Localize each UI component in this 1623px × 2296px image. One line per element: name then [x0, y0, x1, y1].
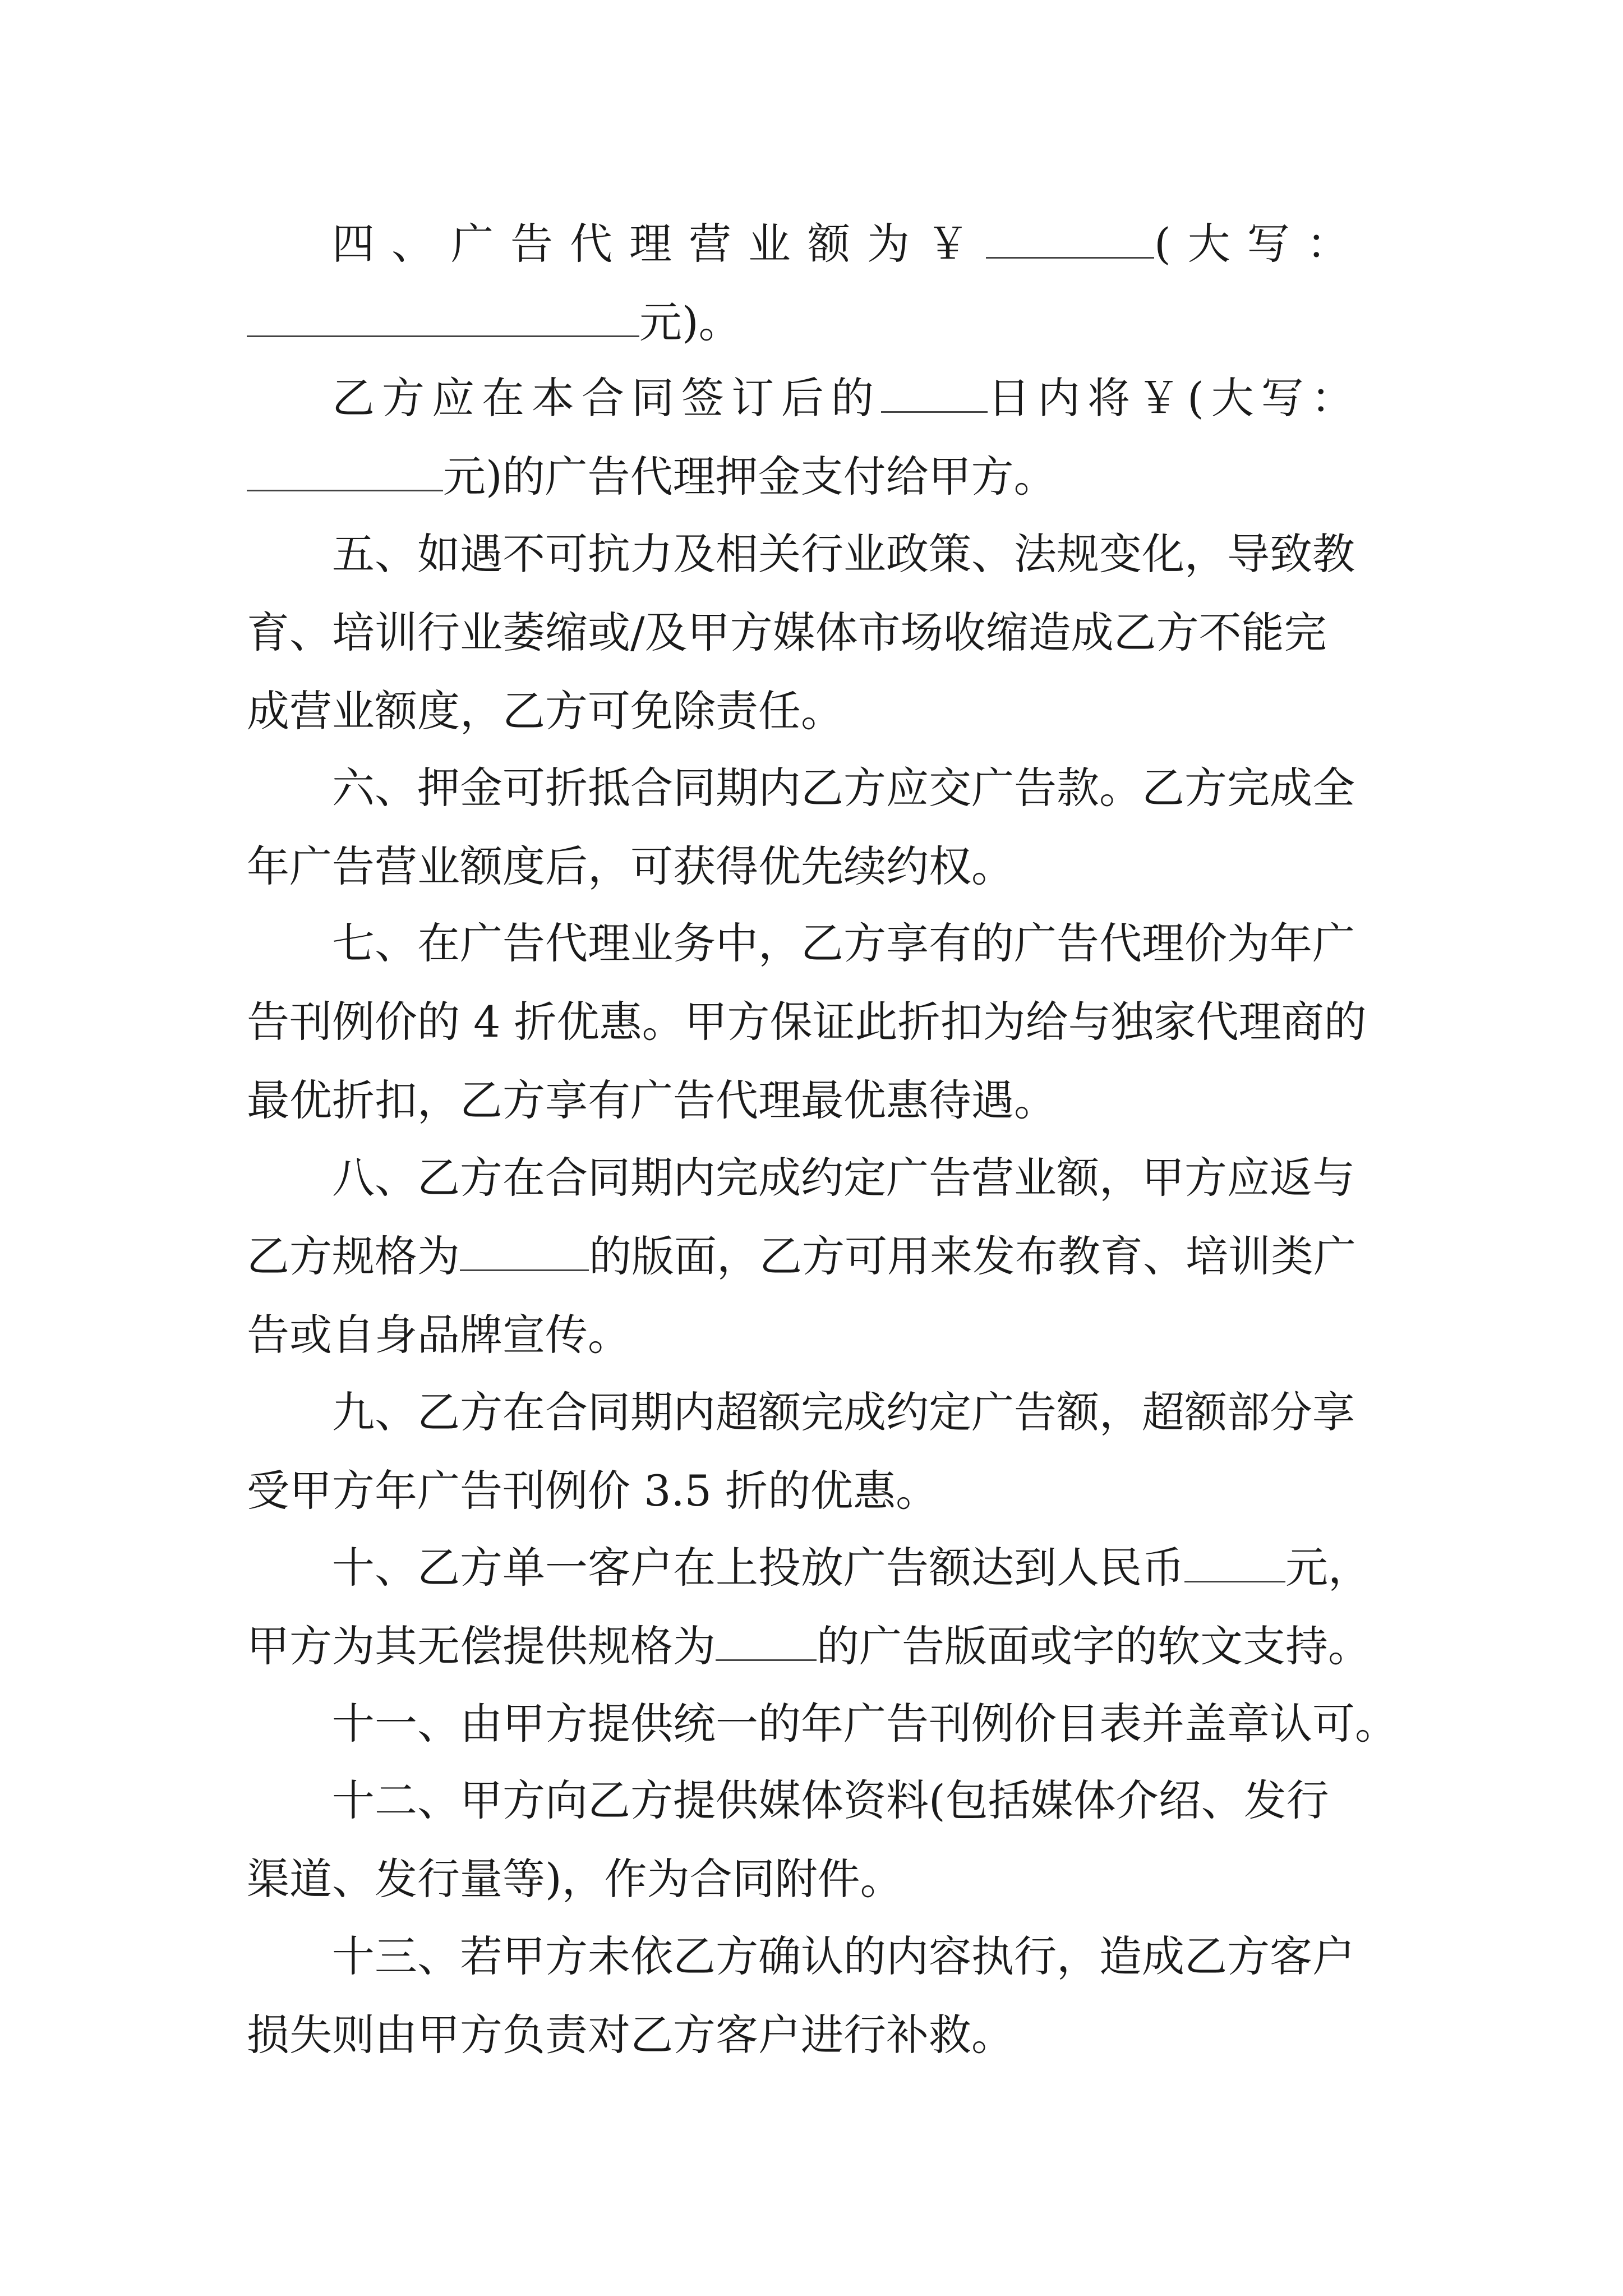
amount-blank	[986, 223, 1154, 259]
clause-10-rest: 的广告版面或字的软文支持。	[817, 1621, 1371, 1671]
clause-9-line-2: 受甲方年广告刊例价 3.5 折的优惠。	[247, 1466, 939, 1516]
clause-10-spec-text: 甲方为其无偿提供规格为	[247, 1621, 716, 1671]
clause-10-unit: 元，	[1285, 1543, 1371, 1593]
clause-4-text: 四、广告代理营业额为￥	[332, 219, 986, 269]
clause-10-text: 十、乙方单一客户在上投放广告额达到人民币	[332, 1543, 1184, 1593]
clause-7-line-2: 告刊例价的 4 折优惠。甲方保证此折扣为给与独家代理商的	[247, 997, 1367, 1047]
clause-12-line-2: 渠道、发行量等)，作为合同附件。	[247, 1854, 903, 1904]
deposit-capital-blank	[247, 456, 443, 491]
clause-4-capital-label: (大写：	[1154, 219, 1366, 269]
rmb-amount-blank	[1184, 1547, 1285, 1582]
clause-8-spec-text: 乙方规格为	[247, 1231, 460, 1281]
clause-5-line-2: 育、培训行业萎缩或/及甲方媒体市场收缩造成乙方不能完	[247, 608, 1327, 657]
clause-6-line-1: 六、押金可折抵合同期内乙方应交广告款。乙方完成全	[332, 763, 1355, 813]
clause-7-line-1: 七、在广告代理业务中，乙方享有的广告代理价为年广	[332, 918, 1355, 968]
clause-8-line-2	[247, 1217, 1385, 1296]
clause-10-line-1	[247, 1529, 1470, 1607]
deposit-line-1	[247, 359, 1470, 438]
clause-13-line-2: 损失则由甲方负责对乙方客户进行补救。	[247, 2010, 1014, 2060]
clause-10-line-2	[247, 1607, 1385, 1686]
clause-8-rest: 的版面，乙方可用来发布教育、培训类广	[589, 1231, 1356, 1281]
clause-8-line-3: 告或自身品牌宣传。	[247, 1310, 630, 1360]
clause-9-line-1: 九、乙方在合同期内超额完成约定广告额，超额部分享	[332, 1387, 1355, 1437]
clause-11: 十一、由甲方提供统一的年广告刊例价目表并盖章认可。	[332, 1699, 1398, 1749]
clause-5-line-1: 五、如遇不可抗力及相关行业政策、法规变化，导致教	[332, 529, 1355, 579]
clause-8-line-1: 八、乙方在合同期内完成约定广告营业额，甲方应返与	[332, 1153, 1355, 1203]
deposit-line-2	[247, 438, 1385, 516]
spec-blank	[460, 1236, 589, 1271]
deposit-amount-label: 日内将￥(大写：	[988, 373, 1361, 423]
clause-4-line-1	[247, 205, 1470, 283]
clause-6-line-2: 年广告营业额度后，可获得优先续约权。	[247, 841, 1014, 891]
clause-4-end: 元)。	[639, 297, 741, 347]
deposit-text: 乙方应在本合同签订后的	[332, 373, 881, 423]
clause-5-line-3: 成营业额度，乙方可免除责任。	[247, 686, 843, 736]
clause-13-line-1: 十三、若甲方未依乙方确认的内容执行，造成乙方客户	[332, 1931, 1355, 1981]
clause-4-line-2	[247, 283, 1385, 362]
amount-capital-blank	[247, 302, 639, 337]
deposit-end: 元)的广告代理押金支付给甲方。	[443, 452, 1057, 501]
clause-12-line-1: 十二、甲方向乙方提供媒体资料(包括媒体介绍、发行	[332, 1775, 1329, 1825]
clause-7-line-3: 最优折扣，乙方享有广告代理最优惠待遇。	[247, 1075, 1057, 1125]
ad-spec-blank	[716, 1626, 817, 1661]
days-blank	[881, 378, 988, 413]
